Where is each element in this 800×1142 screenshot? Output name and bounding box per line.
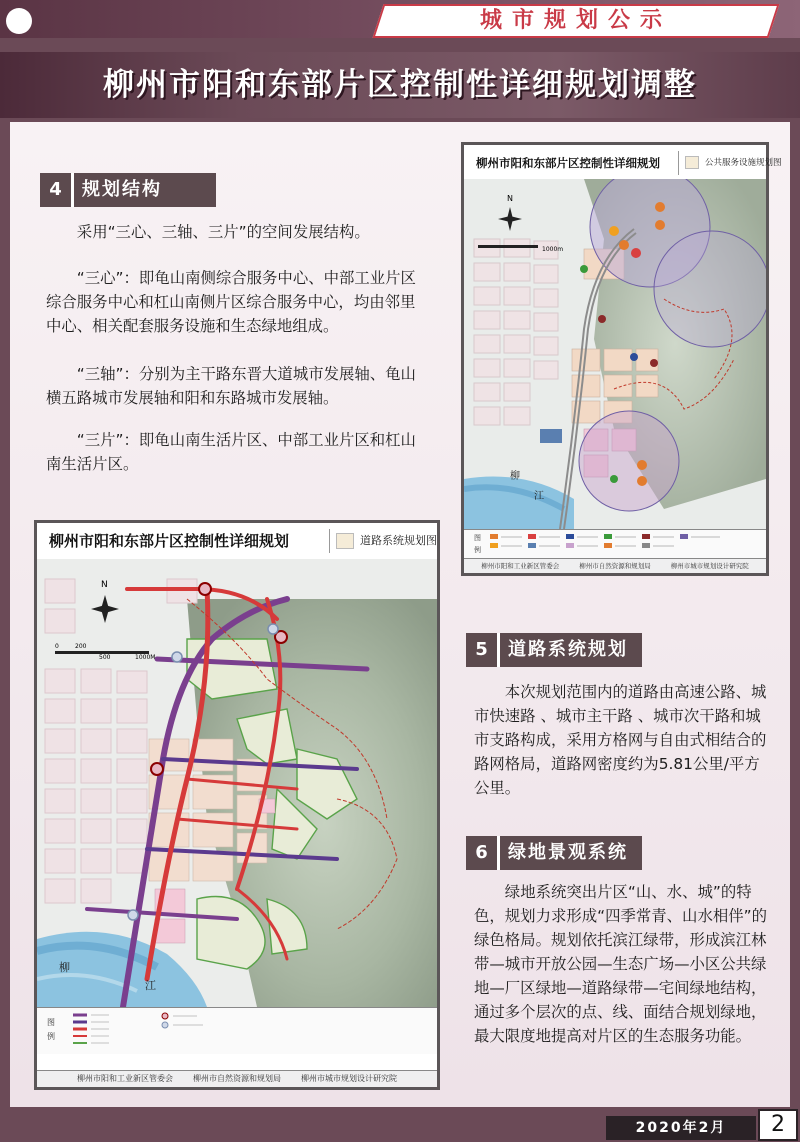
org-name: 柳州市自然资源和规划局 — [579, 562, 651, 570]
section-number: 4 — [40, 173, 74, 207]
scale-tick: 1000M — [135, 654, 156, 661]
map-title: 柳州市阳和东部片区控制性详细规划 — [49, 532, 290, 550]
road-system-map-image — [37, 559, 437, 1007]
paragraph: “三心”：即龟山南侧综合服务中心、中部工业片区综合服务中心和杠山南侧片区综合服务中心，均由邻里中心、相关配套服务设施和生态绿地组成。 — [46, 269, 416, 335]
scale-tick: 0 — [55, 643, 59, 650]
paragraph: “三片”：即龟山南生活片区、中部工业片区和杠山南生活片区。 — [46, 431, 416, 473]
org-name: 柳州市阳和工业新区管委会 — [481, 562, 560, 570]
paragraph: 本次规划范围内的道路由高速公路、城市快速路 、城市主干路 、城市次干路和城市支路构成，采用方格网与自由式相结合的路网格局，道路网密度约为5.81公里/平方公里。 — [474, 683, 767, 797]
section-number: 6 — [466, 836, 500, 870]
map-subtitle: 公共服务设施规划图 — [678, 151, 788, 175]
header-dot — [6, 8, 32, 34]
river-char: 柳 — [510, 471, 520, 482]
river-char: 江 — [145, 979, 156, 992]
section-number: 5 — [466, 633, 500, 667]
north-label: N — [101, 580, 108, 590]
page-number: 2 — [758, 1109, 798, 1141]
issue-date: 2020年2月 — [606, 1116, 756, 1140]
section-5-header — [466, 633, 642, 667]
org-name: 柳州市城市规划设计研究院 — [301, 1074, 397, 1083]
org-name: 柳州市自然资源和规划局 — [193, 1074, 281, 1083]
map-footer — [464, 558, 766, 573]
map-subtitle: 道路系统规划图 — [329, 529, 443, 553]
river-char: 柳 — [59, 961, 70, 974]
scale-tick: 500 — [99, 654, 111, 661]
road-system-map — [34, 520, 440, 1090]
section-6-header — [466, 836, 642, 870]
section-title: 绿地景观系统 — [508, 842, 628, 863]
scale-label: 1000m — [542, 246, 564, 253]
north-label: N — [507, 194, 513, 203]
river-char: 江 — [534, 491, 544, 502]
paragraph: 绿地系统突出片区“山、水、城”的特色，规划力求形成“四季常青、山水相伴”的绿色格局。规划依托滨江绿带，形成滨江林带—城市开放公园—生态广场—小区公共绿地—厂区绿地—道路绿带—宅间绿地结构，通过多个层次的点、线、面结合规划绿地，最大限度地提高对片区的生态服务功能。 — [474, 883, 767, 1045]
scale-tick: 200 — [75, 643, 87, 650]
header-label: 城市规划公示 — [479, 8, 672, 33]
map-footer — [37, 1070, 437, 1087]
public-service-map — [461, 142, 782, 576]
legend-label: 图例 — [47, 1018, 55, 1041]
section-title: 道路系统规划 — [508, 639, 628, 660]
section-title: 规划结构 — [82, 179, 162, 200]
paragraph: “三轴”：分别为主干路东晋大道城市发展轴、龟山横五路城市发展轴和阳和东路城市发展轴。 — [46, 365, 416, 407]
map-legend — [464, 529, 766, 560]
page-title: 柳州市阳和东部片区控制性详细规划调整 — [103, 67, 697, 103]
paragraph: 采用“三心、三轴、三片”的空间发展结构。 — [76, 223, 370, 241]
public-service-map-image — [464, 179, 766, 529]
org-name: 柳州市城市规划设计研究院 — [670, 562, 749, 570]
section-4-header — [40, 173, 216, 207]
org-name: 柳州市阳和工业新区管委会 — [77, 1074, 173, 1083]
map-title: 柳州市阳和东部片区控制性详细规划 — [476, 156, 660, 170]
legend-label: 图例 — [474, 534, 481, 554]
map-legend — [37, 1007, 437, 1054]
